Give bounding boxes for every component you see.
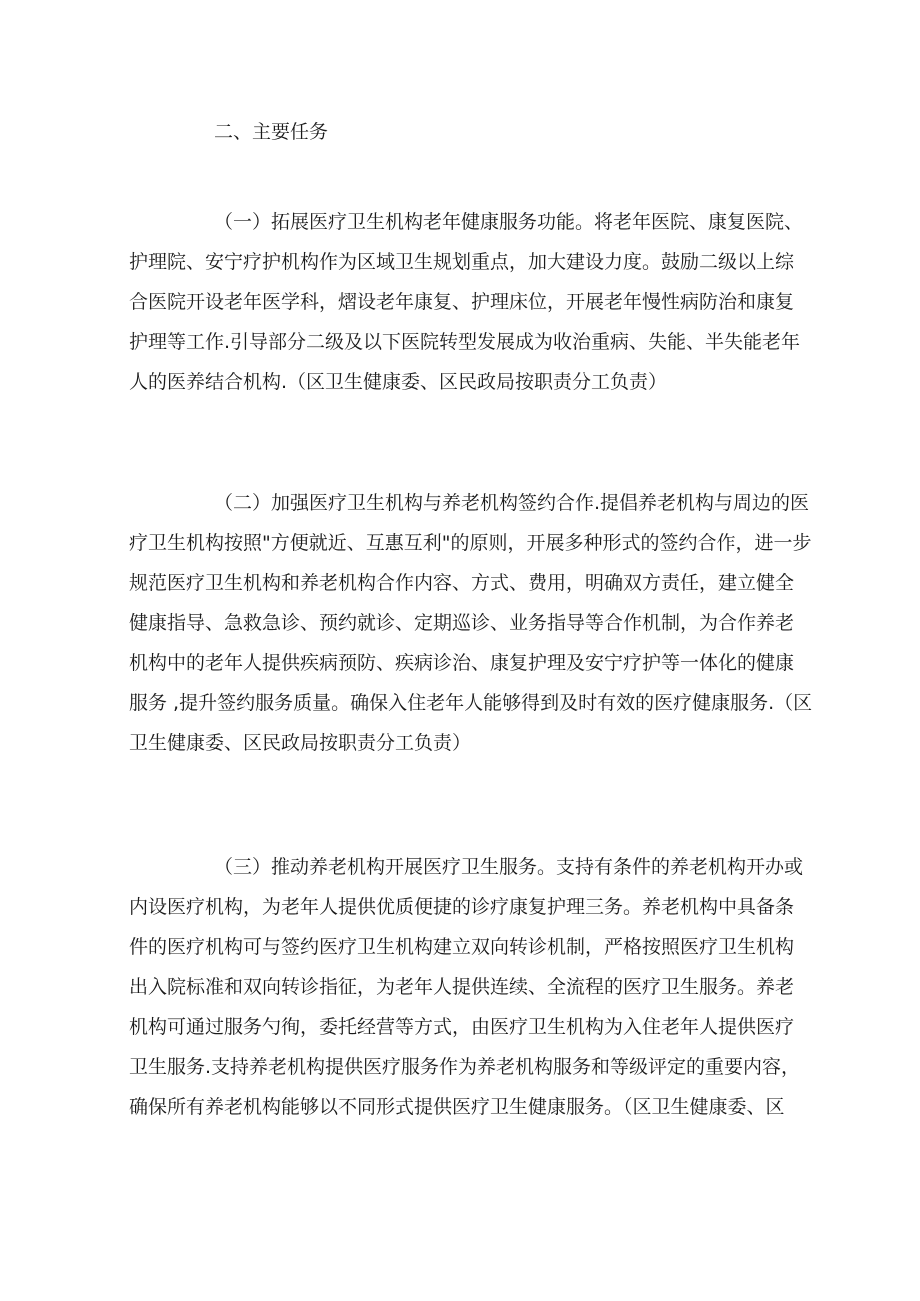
paragraph-2-line-1: （二）加强医疗卫生机构与养老机构签约合作.提倡养老机构与周边的医 <box>214 492 810 514</box>
paragraph-3-line-7: 确保所有养老机构能够以不同形式提供医疗卫生健康服务。（区卫生健康委、区 <box>129 1096 785 1118</box>
paragraph-1-line-3: 合医院开设老年医学科，熠设老年康复、护理床位，开展老年慢性病防治和康复 <box>129 291 795 313</box>
paragraph-3-line-1: （三）推动养老机构开展医疗卫生服务。支持有条件的养老机构开办或 <box>214 856 804 878</box>
paragraph-1-line-1: （一）拓展医疗卫生机构老年健康服务功能。将老年医院、康复医院、 <box>214 211 804 233</box>
paragraph-1-line-5: 人的医养结合机构.（区卫生健康委、区民政局按职责分工负责） <box>129 371 668 393</box>
paragraph-3-line-2: 内设医疗机构，为老年人提供优质便捷的诊疗康复护理三务。养老机构中具备条 <box>129 896 795 918</box>
paragraph-1-line-4: 护理等工作.引导部分二级及以下医院转型发展成为收治重病、失能、半失能老年 <box>129 331 801 353</box>
paragraph-1-line-2: 护理院、安宁疗护机构作为区域卫生规划重点，加大建设力度。鼓励二级以上综 <box>129 251 795 273</box>
paragraph-2-line-4: 健康指导、急救急诊、预约就诊、定期巡诊、业务指导等合作机制，为合作养老 <box>129 612 795 634</box>
paragraph-3-line-3: 件的医疗机构可与签约医疗卫生机构建立双向转诊机制，严格按照医疗卫生机构 <box>129 936 795 958</box>
paragraph-2-line-7: 卫生健康委、区民政局按职责分工负责） <box>129 732 472 754</box>
section-heading: 二、主要任务 <box>214 121 329 143</box>
paragraph-2-line-5: 机构中的老年人提供疾病预防、疾病诊治、康复护理及安宁疗护等一体化的健康 <box>129 652 795 674</box>
paragraph-3-line-4: 出入院标准和双向转诊指征，为老年人提供连续、全流程的医疗卫生服务。养老 <box>129 976 795 998</box>
paragraph-3-line-6: 卫生服务.支持养老机构提供医疗服务作为养老机构服务和等级评定的重要内容， <box>129 1056 801 1078</box>
paragraph-2-line-6: 服务 ,提升签约服务质量。确保入住老年人能够得到及时有效的医疗健康服务.（区 <box>129 692 813 714</box>
paragraph-2-line-2: 疗卫生机构按照"方便就近、互惠互利"的原则，开展多种形式的签约合作，进一步 <box>129 532 812 554</box>
paragraph-2-line-3: 规范医疗卫生机构和养老机构合作内容、方式、费用，明确双方责任，建立健全 <box>129 572 795 594</box>
paragraph-3-line-5: 机构可通过服务勺徇，委托经营等方式，由医疗卫生机构为入住老年人提供医疗 <box>129 1016 795 1038</box>
